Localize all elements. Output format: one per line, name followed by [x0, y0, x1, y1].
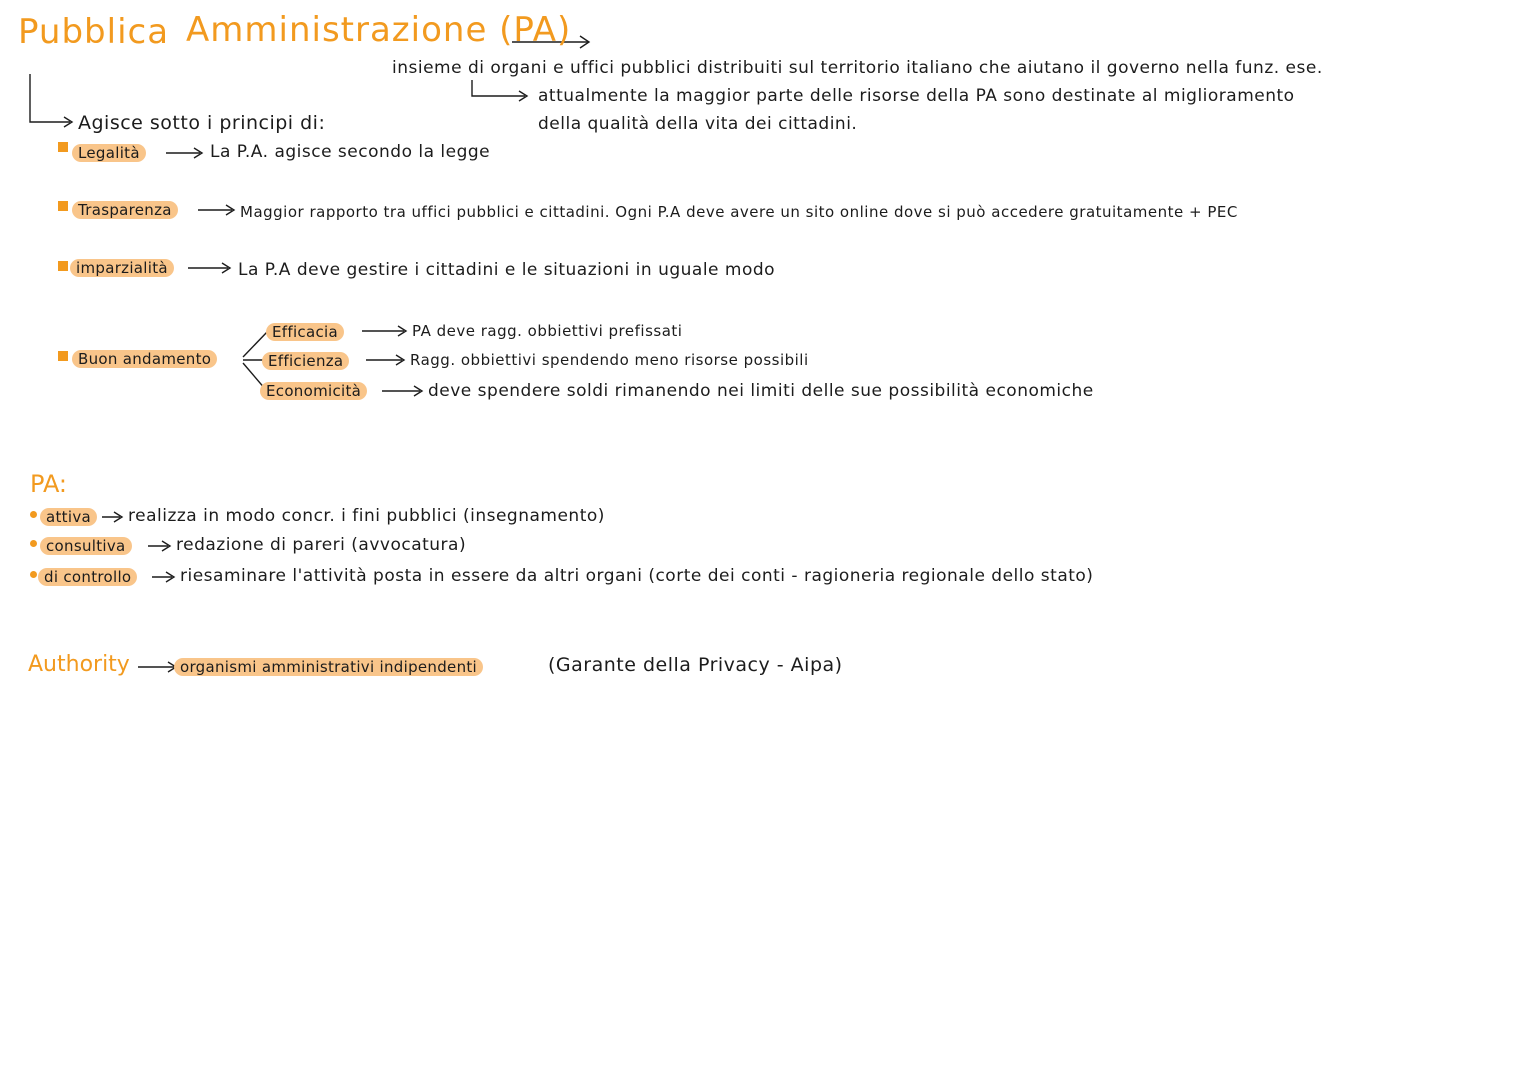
principle-label-imparzialita: imparzialità	[70, 259, 174, 277]
branch-label-economicita: Economicità	[260, 382, 367, 400]
branch-label-efficacia: Efficacia	[266, 323, 344, 341]
bullet-dot-icon	[30, 571, 37, 578]
bullet-dot-icon	[30, 511, 37, 518]
bullet-square-icon	[58, 351, 68, 361]
branch-label-efficienza: Efficienza	[262, 352, 349, 370]
branch-text-efficacia: PA deve ragg. obbiettivi prefissati	[412, 322, 683, 340]
authority-label: organismi amministrativi indipendenti	[174, 658, 483, 676]
principle-text-legalita: La P.A. agisce secondo la legge	[210, 142, 491, 162]
bullet-square-icon	[58, 142, 68, 152]
pa-text-consultiva: redazione di pareri (avvocatura)	[176, 535, 467, 555]
authority-heading: Authority	[28, 652, 130, 677]
principle-label-legalita: Legalità	[72, 144, 146, 162]
pa-label-attiva: attiva	[40, 508, 97, 526]
pa-text-controllo: riesaminare l'attività posta in essere da altri organi (corte dei conti - ragioneria regionale dello stato)	[180, 566, 1094, 586]
principle-label-buon-andamento: Buon andamento	[72, 350, 217, 368]
branch-text-efficienza: Ragg. obbiettivi spendendo meno risorse possibili	[410, 351, 809, 369]
branch-text-economicita: deve spendere soldi rimanendo nei limiti delle sue possibilità economiche	[428, 381, 1094, 401]
bullet-square-icon	[58, 201, 68, 211]
title-word-2: Amministrazione (PA)	[186, 10, 572, 50]
definition-line-3: della qualità della vita dei cittadini.	[538, 114, 858, 134]
principle-label-trasparenza: Trasparenza	[72, 201, 178, 219]
principles-intro: Agisce sotto i principi di:	[78, 112, 326, 134]
principle-text-imparzialita: La P.A deve gestire i cittadini e le situazioni in uguale modo	[238, 260, 776, 280]
definition-line-1: insieme di organi e uffici pubblici distribuiti sul territorio italiano che aiutano il governo nella funz. ese.	[392, 58, 1323, 78]
bullet-square-icon	[58, 261, 68, 271]
definition-line-2: attualmente la maggior parte delle risorse della PA sono destinate al miglioramento	[538, 86, 1295, 106]
pa-label-controllo: di controllo	[38, 568, 137, 586]
title-word-1: Pubblica	[18, 12, 170, 52]
authority-text: (Garante della Privacy - Aipa)	[548, 654, 843, 676]
pa-label-consultiva: consultiva	[40, 537, 132, 555]
principle-text-trasparenza: Maggior rapporto tra uffici pubblici e cittadini. Ogni P.A deve avere un sito online dove si può accedere gratuitamente + PEC	[240, 203, 1238, 221]
bullet-dot-icon	[30, 540, 37, 547]
pa-heading: PA:	[30, 470, 68, 498]
pa-text-attiva: realizza in modo concr. i fini pubblici (insegnamento)	[128, 506, 605, 526]
